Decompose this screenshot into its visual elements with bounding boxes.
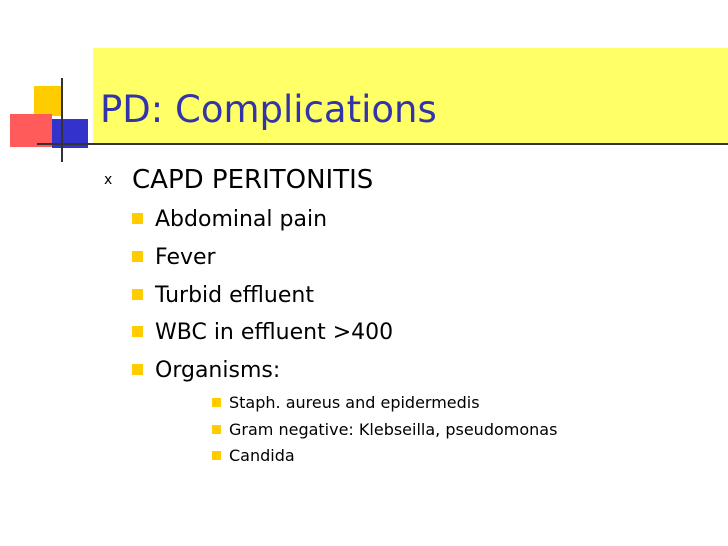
list-item [132,207,327,232]
sub-list-item-text: Staph. aureus and epidermedis [229,393,480,412]
sub-list-item [212,446,295,465]
x-bullet-icon: x [104,172,113,188]
sub-list-item [212,420,557,439]
title-underline [37,143,728,145]
square-bullet-icon [132,289,143,300]
square-bullet-icon [132,251,143,262]
square-bullet-icon [132,326,143,337]
list-item-text: Turbid effluent [155,283,314,308]
list-item [132,358,280,383]
list-item [132,283,314,308]
list-item [132,245,216,270]
square-bullet-icon [212,451,221,460]
sub-list-item [212,393,480,412]
square-bullet-icon [212,398,221,407]
sub-list-item-text: Candida [229,446,295,465]
list-item-text: Abdominal pain [155,207,328,232]
list-item-text: Organisms: [155,358,281,383]
decorative-yellow-square [34,86,62,116]
list-item [132,320,393,345]
sub-list-item-text: Gram negative: Klebseilla, pseudomonas [229,420,558,439]
decorative-vertical-line [61,78,63,162]
list-item-text: Fever [155,245,216,270]
square-bullet-icon [132,213,143,224]
square-bullet-icon [212,425,221,434]
slide-title: PD: Complications [100,88,437,131]
bullet-text: CAPD PERITONITIS [132,165,374,195]
square-bullet-icon [132,364,143,375]
list-item-text: WBC in effluent >400 [155,320,394,345]
